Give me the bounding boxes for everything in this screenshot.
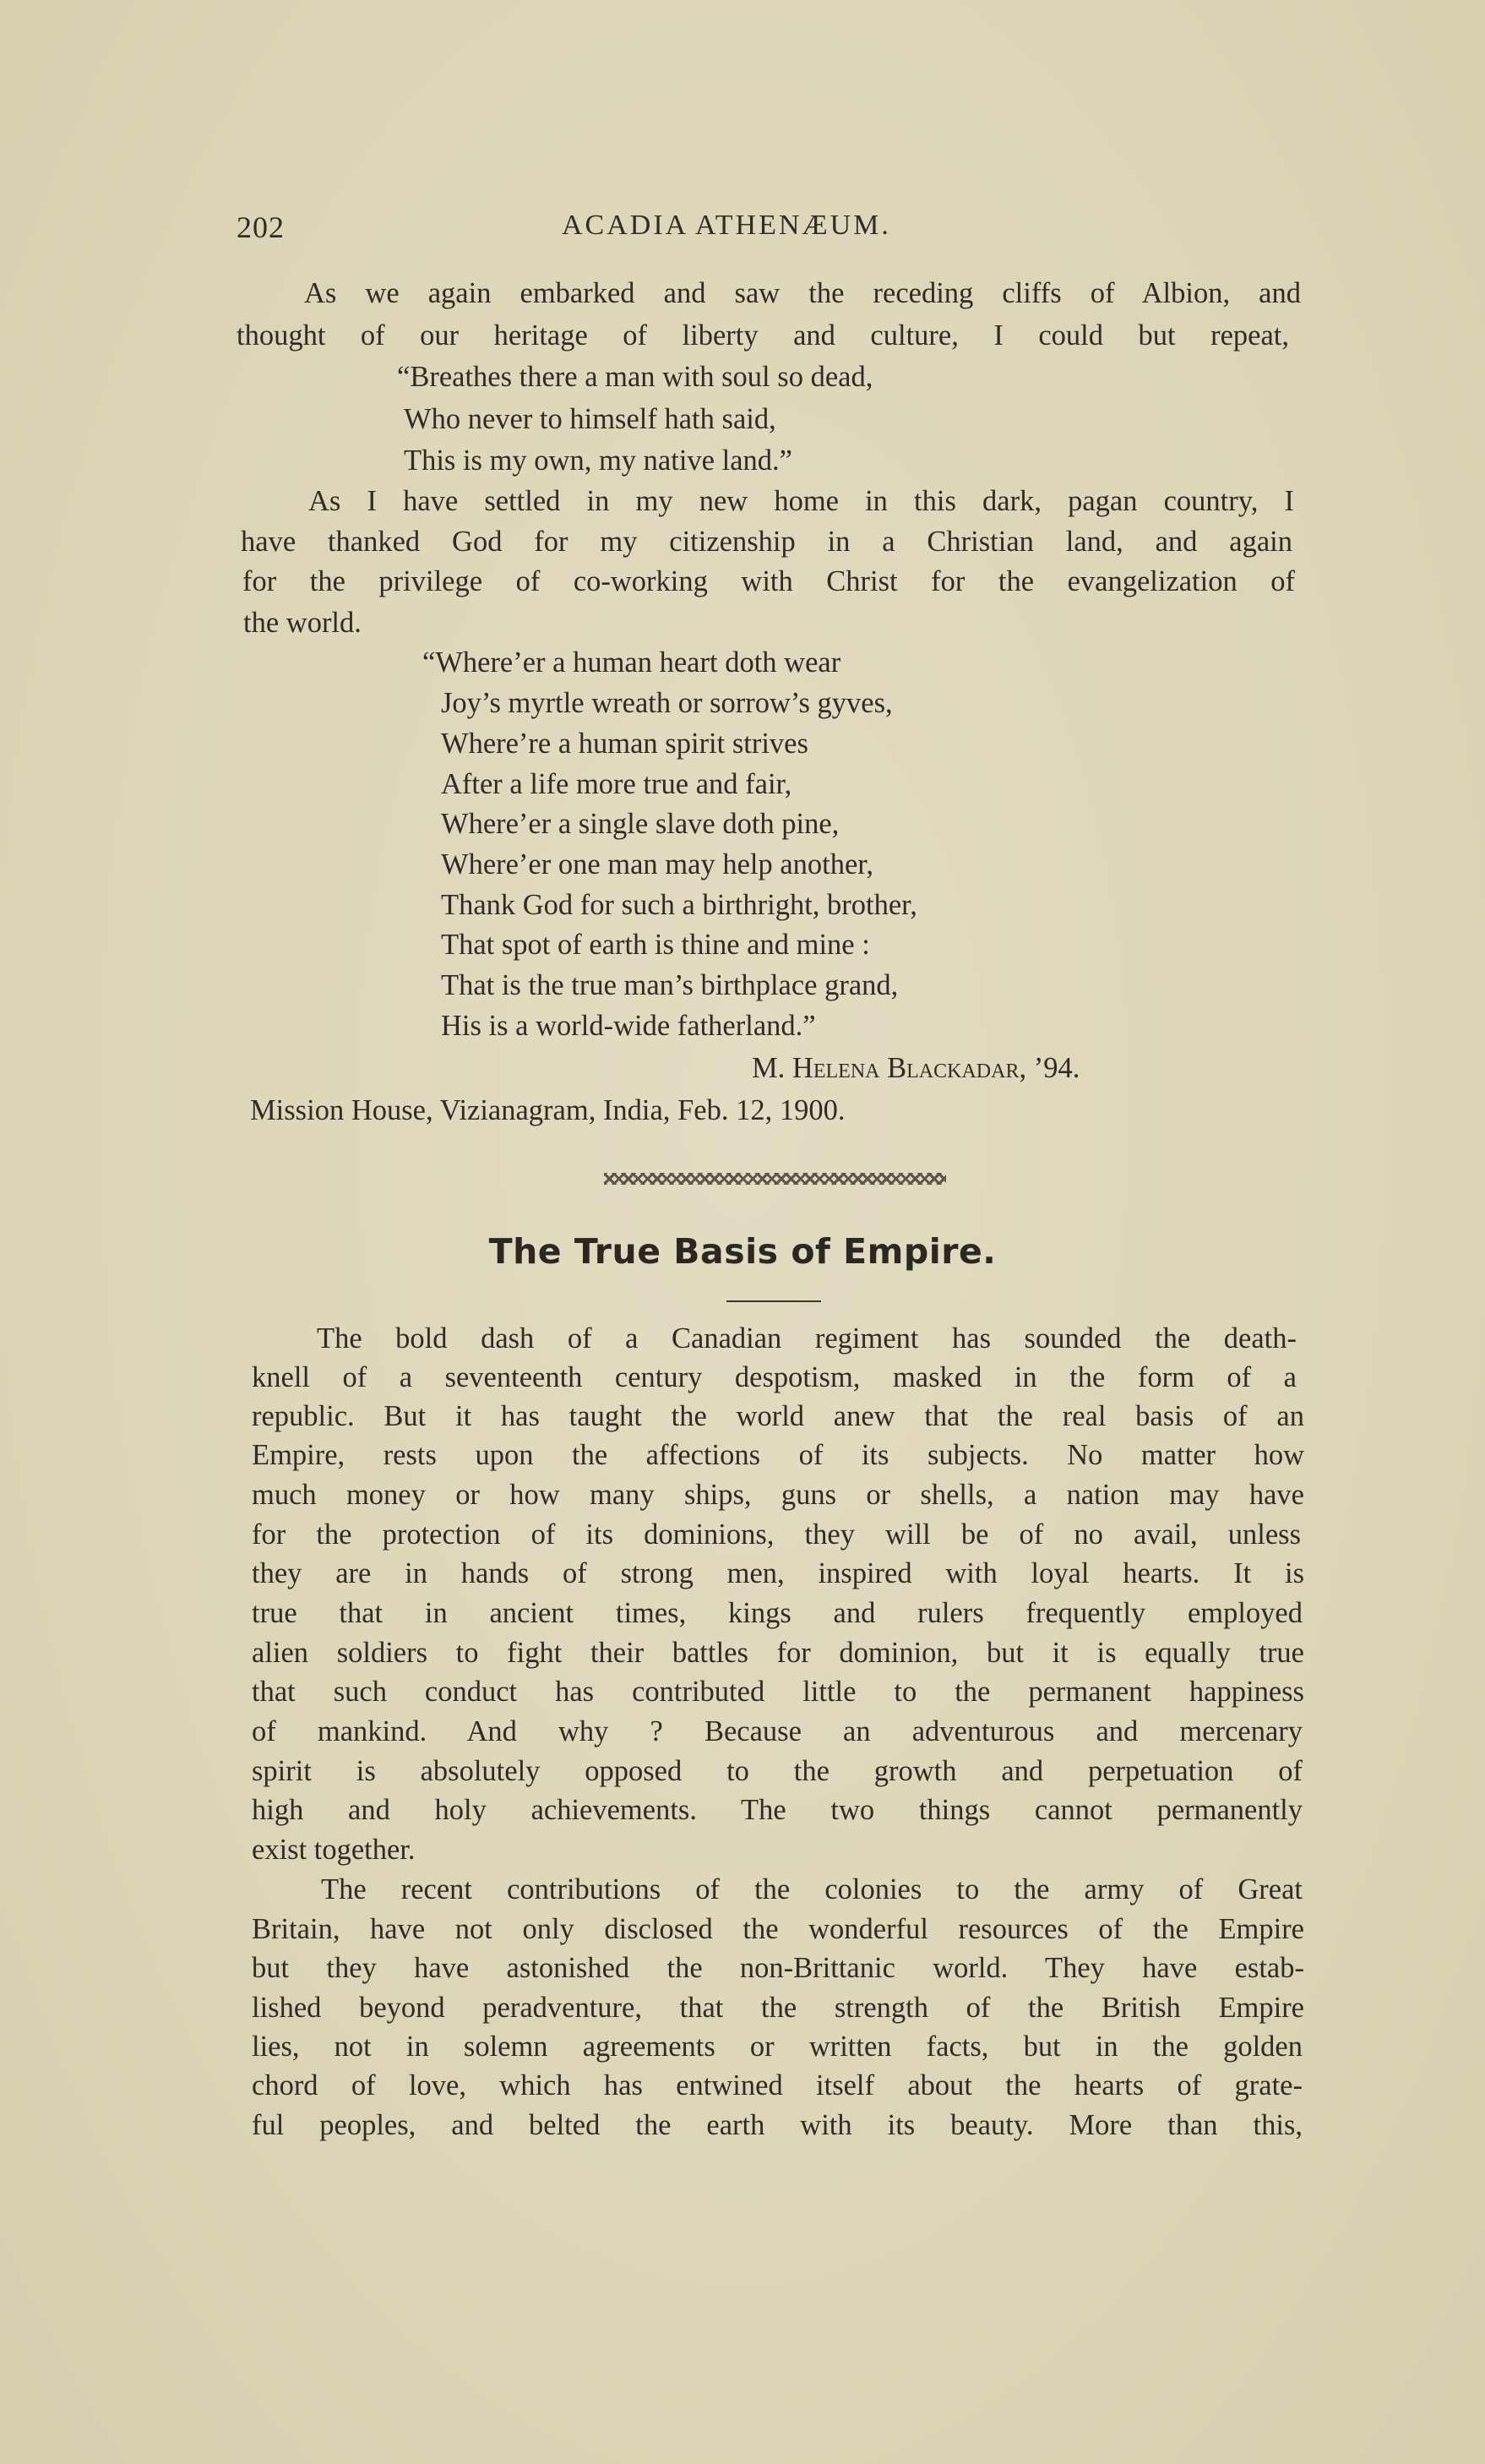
poem-line: That spot of earth is thine and mine :	[441, 929, 870, 961]
page-number: 202	[237, 210, 285, 244]
article-line: Britain, have not only disclosed the wonderful resources of the Empire	[252, 1913, 1304, 1945]
article-title: The True Basis of Empire.	[488, 1231, 997, 1272]
article-line: of mankind. And why ? Because an adventurous and mercenary	[252, 1715, 1303, 1747]
article-line: that such conduct has contributed little to the permanent happiness	[252, 1676, 1304, 1708]
poem-line: His is a world-wide fatherland.”	[441, 1010, 816, 1042]
poem-line: Who never to himself hath said,	[404, 403, 776, 435]
article-line: spirit is absolutely opposed to the growth and perpetuation of	[252, 1755, 1303, 1787]
poem-line: Where’er a single slave doth pine,	[441, 808, 840, 840]
article-line: lies, not in solemn agreements or written facts, but in the golden	[252, 2031, 1303, 2063]
text-line: As I have settled in my new home in this dark, pagan country, I	[308, 485, 1294, 517]
signature: M. Helena Blackadar, ’94.	[752, 1052, 1080, 1084]
poem-line: That is the true man’s birthplace grand,	[441, 969, 899, 1001]
text-line: for the privilege of co-working with Christ for the evangelization of	[242, 565, 1295, 597]
article-line: but they have astonished the non-Brittanic world. They have estab-	[252, 1952, 1304, 1984]
text-line: the world.	[243, 607, 362, 639]
article-line: knell of a seventeenth century despotism, masked in the form of a	[252, 1361, 1297, 1393]
poem-line: “Breathes there a man with soul so dead,	[397, 361, 873, 393]
article-line: chord of love, which has entwined itself about the hearts of grate-	[252, 2069, 1303, 2101]
poem-line: This is my own, my native land.”	[404, 444, 792, 477]
article-line: much money or how many ships, guns or shells, a nation may have	[252, 1479, 1304, 1511]
article-line: for the protection of its dominions, they will be of no avail, unless	[252, 1518, 1301, 1551]
poem-line: Joy’s myrtle wreath or sorrow’s gyves,	[441, 687, 893, 719]
article-line: they are in hands of strong men, inspired with loyal hearts. It is	[252, 1557, 1304, 1589]
article-line: republic. But it has taught the world anew that the real basis of an	[252, 1400, 1304, 1432]
article-line: high and holy achievements. The two things cannot permanently	[252, 1794, 1303, 1826]
article-line: Empire, rests upon the affections of its subjects. No matter how	[252, 1439, 1304, 1471]
running-title: ACADIA ATHENÆUM.	[562, 210, 891, 241]
text-line: thought of our heritage of liberty and culture, I could but repeat,	[237, 319, 1289, 352]
article-line: The bold dash of a Canadian regiment has sounded the death-	[317, 1322, 1297, 1355]
poem-line: After a life more true and fair,	[441, 768, 792, 800]
article-line: true that in ancient times, kings and rulers frequently employed	[252, 1597, 1303, 1629]
section-divider-ornament	[604, 1173, 946, 1185]
article-line: exist together.	[252, 1834, 416, 1866]
poem-line: Where’er one man may help another,	[441, 848, 874, 880]
article-line: ful peoples, and belted the earth with its beauty. More than this,	[252, 2109, 1303, 2141]
dateline: Mission House, Vizianagram, India, Feb. 12, 1900.	[250, 1094, 846, 1126]
article-line: lished beyond peradventure, that the strength of the British Empire	[252, 1992, 1304, 2024]
page-header	[237, 210, 1292, 252]
text-line: have thanked God for my citizenship in a Christian land, and again	[241, 526, 1292, 558]
article-line: The recent contributions of the colonies to the army of Great	[321, 1873, 1303, 1905]
article-line: alien soldiers to fight their battles for dominion, but it is equally true	[252, 1637, 1304, 1669]
text-line: As we again embarked and saw the receding cliffs of Albion, and	[304, 277, 1301, 309]
title-rule	[726, 1300, 821, 1302]
poem-line: “Where’er a human heart doth wear	[422, 646, 841, 679]
poem-line: Thank God for such a birthright, brother,	[441, 889, 917, 921]
poem-line: Where’re a human spirit strives	[441, 728, 808, 760]
